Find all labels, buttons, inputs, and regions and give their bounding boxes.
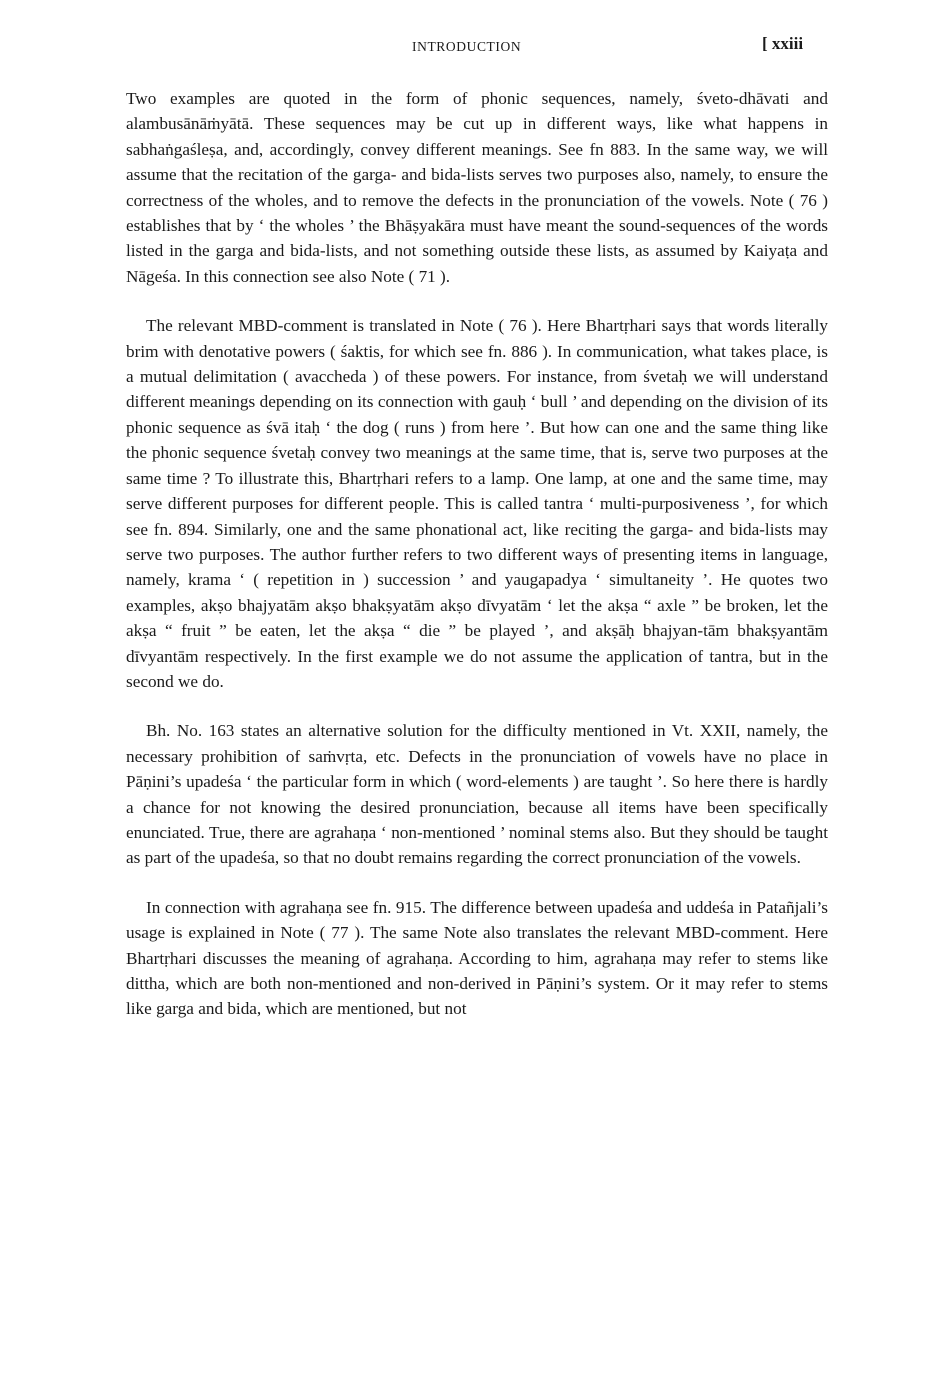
- paragraph: Two examples are quoted in the form of phonic sequences, namely, śveto-dhāvati and alambusānāṁyātā. These sequences may be cut up in different ways, like what happens in sabhaṅgaśleṣa, and, accordingly, convey different meanings. See fn 883. In the same way, we will assume that the recitation of the garga- and bida-lists serves two purposes also, namely, to ensure the correctness of the wholes, and to remove the defects in the pronunciation of the vowels. Note ( 76 ) establishes that by ‘ the wholes ’ the Bhāṣyakāra must have meant the sound-sequences of the words listed in the garga and bida-lists, and not something outside these lists, as assumed by Kaiyaṭa and Nāgeśa. In this connection see also Note ( 71 ).: [126, 89, 828, 286]
- paragraph: Bh. No. 163 states an alternative solution for the difficulty mentioned in Vt. XXII, namely, the necessary prohibition of saṁvṛta, etc. Defects in the pronunciation of vowels have no place in Pāṇini’s upadeśa ‘ the particular form in which ( word-elements ) are taught ’. So here there is hardly a chance for not knowing the desired pronunciation, because all items have been specifically enunciated. True, there are agrahaṇa ‘ non-mentioned ’ nominal stems also. But they should be taught as part of the upadeśa, so that no doubt remains regarding the correct pronunciation of the vowels.: [126, 721, 828, 868]
- paragraph: The relevant MBD-comment is translated in Note ( 76 ). Here Bhartṛhari says that words literally brim with denotative powers ( śaktis, for which see fn. 886 ). In communication, what takes place, is a mutual delimitation ( avaccheda ) of these powers. For instance, from śvetaḥ we will understand different meanings depending on its connection with gauḥ ‘ bull ’ and depending on the division of its phonic sequence as śvā itaḥ ‘ the dog ( runs ) from here ’. But how can one and the same thing like the phonic sequence śvetaḥ convey two meanings at the same time, that is, serve two purposes at the same time ? To illustrate this, Bhartṛhari refers to a lamp. One lamp, at one and the same time, may serve different purposes for different people. This is called tantra ‘ multi-purposiveness ’, for which see fn. 894. Similarly, one and the same phonational act, like reciting the garga- and bida-lists may serve two purposes. The author further refers to two different ways of presenting items in language, namely, krama ‘ ( repetition in ) succession ’ and yaugapadya ‘ simultaneity ’. He quotes two examples, akṣo bhajyatām akṣo bhakṣyatām akṣo dīvyatām ‘ let the akṣa “ axle ” be broken, let the akṣa “ fruit ” be eaten, let the akṣa “ die ” be played ’, and akṣāḥ bhajyan-tām bhakṣyantām dīvyantām respectively. In the first example we do not assume the application of tantra, but in the second we do.: [126, 316, 828, 691]
- page-header: [0, 34, 930, 60]
- page-number: [ xxiii: [762, 34, 804, 53]
- paragraph: In connection with agrahaṇa see fn. 915. The difference between upadeśa and uddeśa in Patañjali’s usage is explained in Note ( 77 ). The same Note also translates the relevant MBD-comment. Here Bhartṛhari discusses the meaning of agrahaṇa. According to him, agrahaṇa may refer to stems like dittha, which are both non-mentioned and non-derived in Pāṇini’s system. Or it may refer to stems like garga and bida, which are mentioned, but not: [126, 897, 828, 1019]
- body-text: [126, 86, 828, 1022]
- running-head: INTRODUCTION: [412, 39, 522, 54]
